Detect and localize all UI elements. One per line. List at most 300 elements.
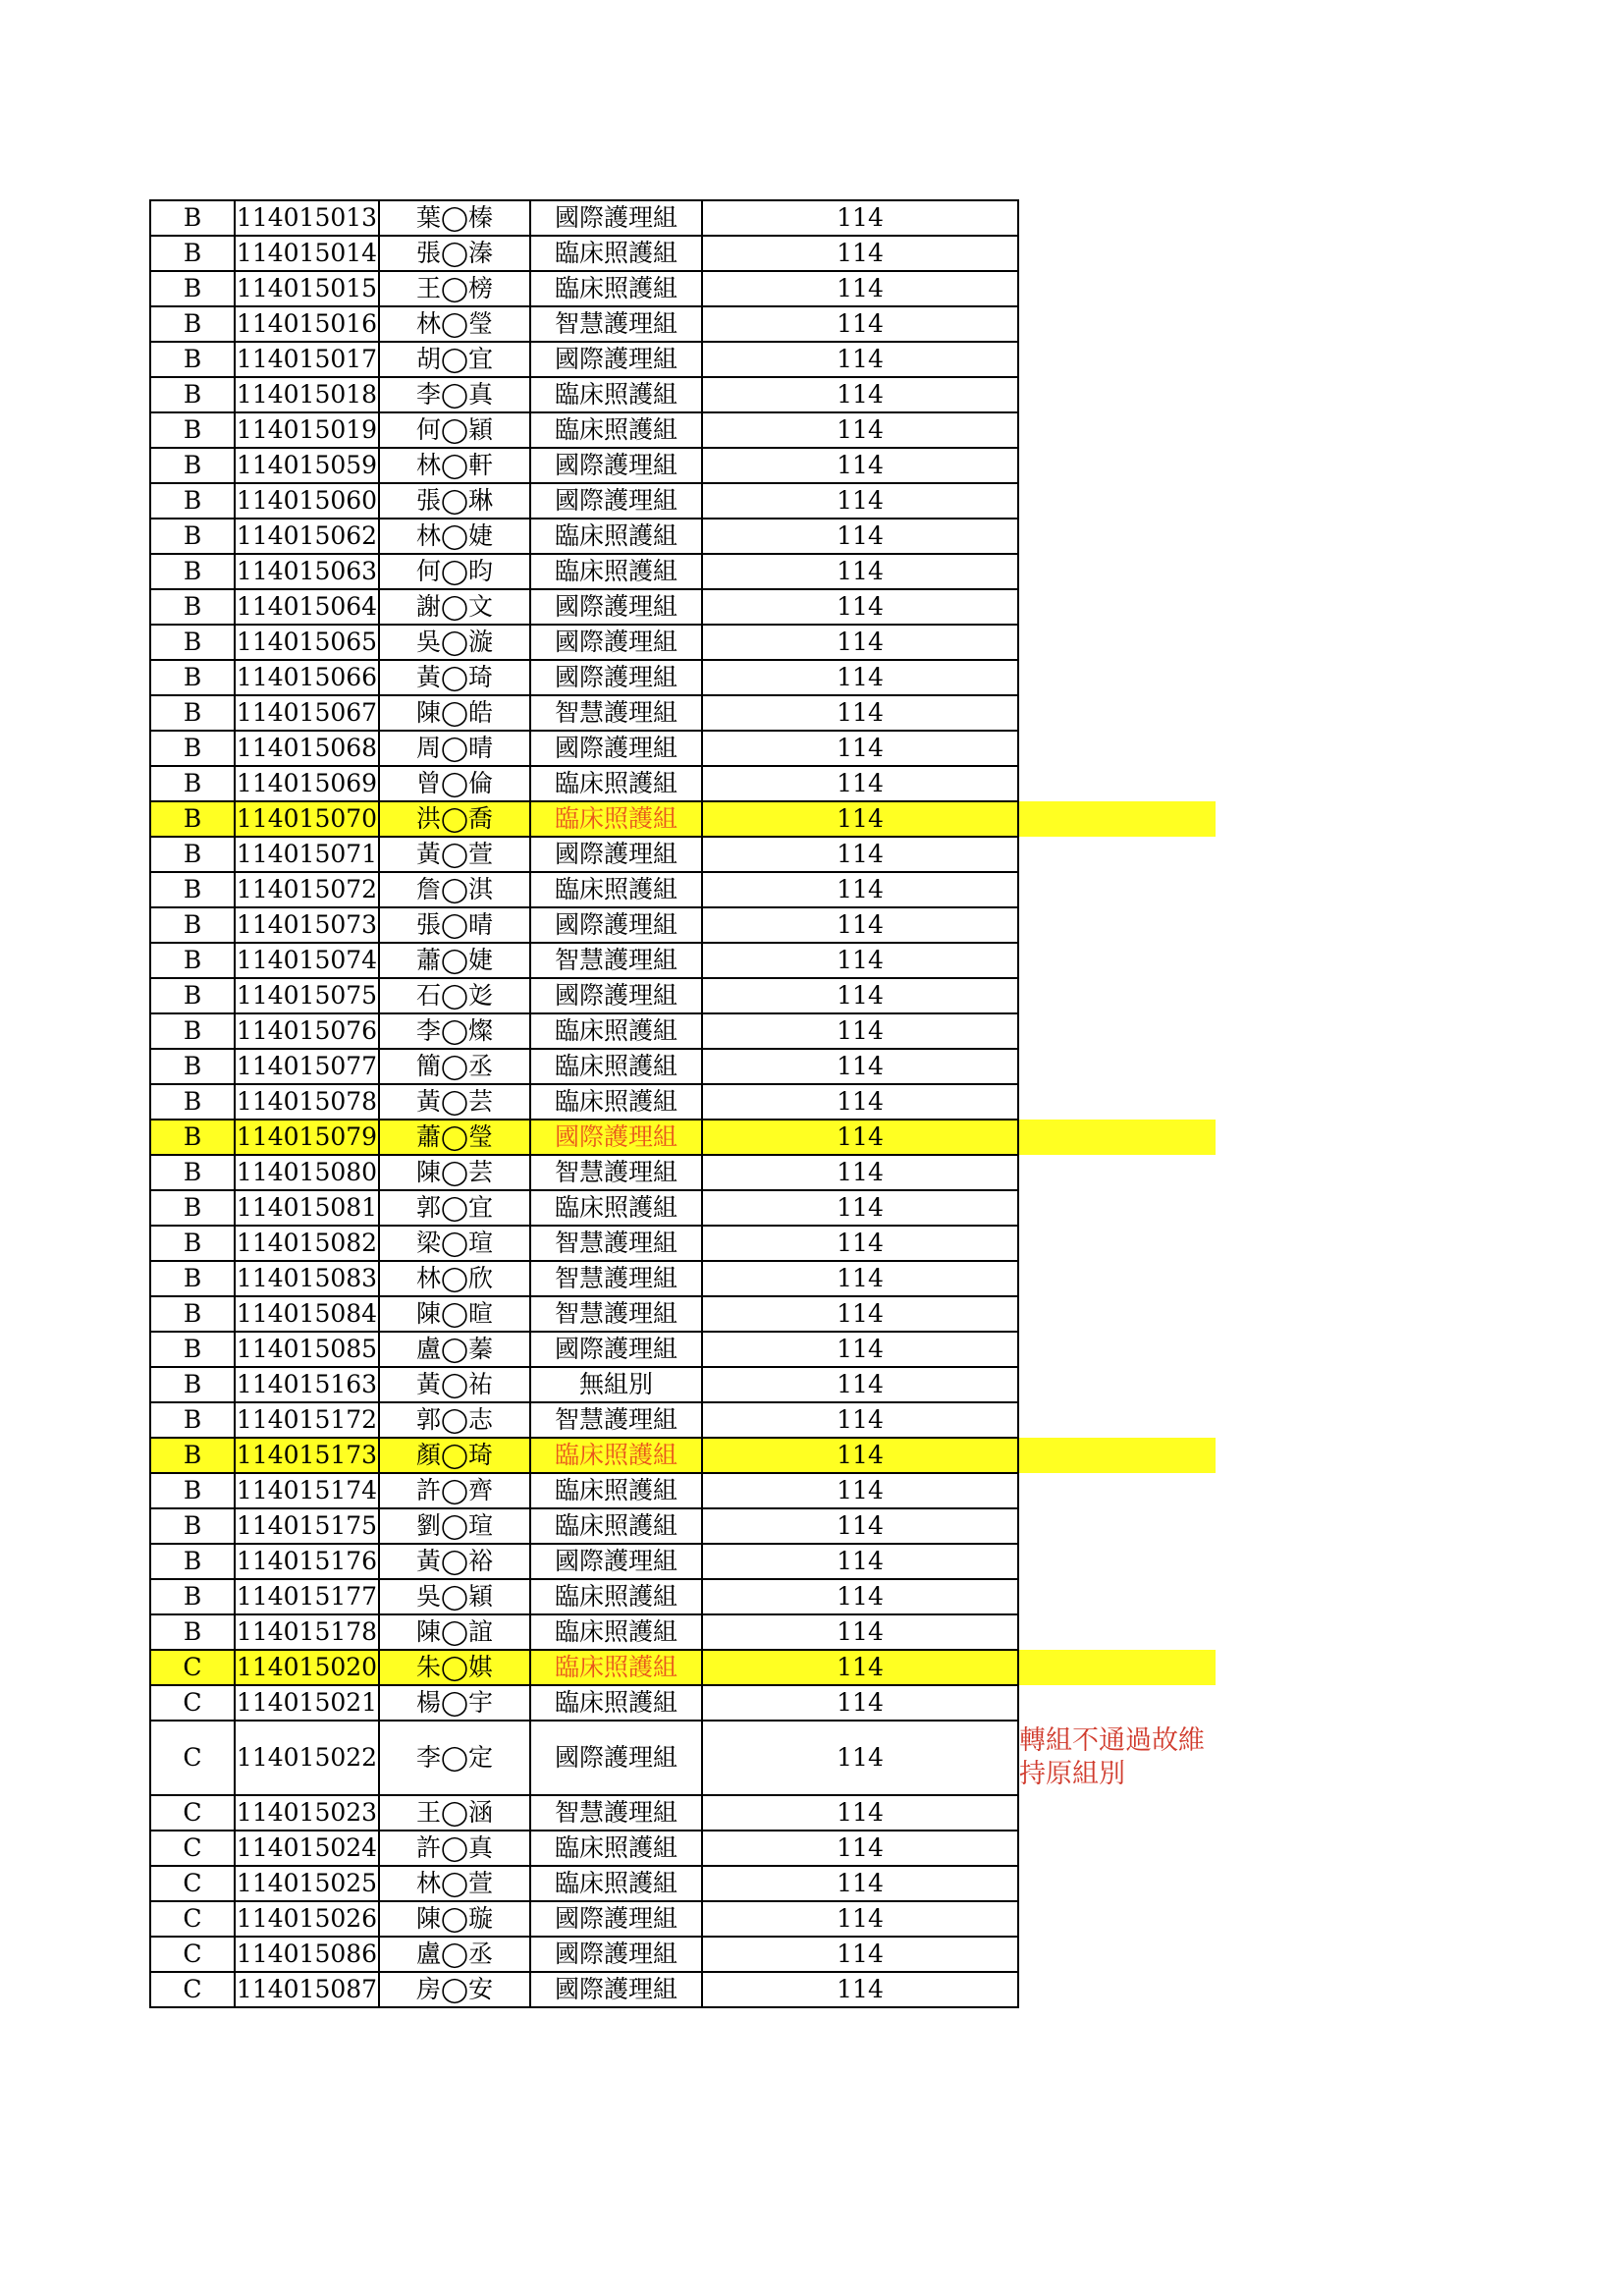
student-name-cell: 劉◯瑄 [379,1508,530,1544]
note-cell [1018,1367,1217,1402]
year-cell: 114 [702,1402,1018,1438]
year-cell: 114 [702,1579,1018,1614]
note-cell [1018,837,1217,872]
roster-sheet [149,199,1218,2008]
table-row [150,625,1217,660]
table-row [150,1049,1217,1084]
student-id-cell: 114015017 [235,342,379,377]
student-id-cell: 114015066 [235,660,379,695]
roster-body [150,200,1217,2007]
student-name-cell: 何◯穎 [379,412,530,448]
note-cell [1018,1049,1217,1084]
student-id-cell: 114015175 [235,1508,379,1544]
table-row [150,1831,1217,1866]
class-cell: C [150,1866,235,1901]
note-cell [1018,1685,1217,1721]
table-row [150,1508,1217,1544]
note-cell [1018,1972,1217,2007]
note-cell [1018,1226,1217,1261]
student-name-cell: 林◯婕 [379,519,530,554]
student-id-cell: 114015019 [235,412,379,448]
year-cell: 114 [702,1972,1018,2007]
class-cell: B [150,412,235,448]
year-cell: 114 [702,306,1018,342]
year-cell: 114 [702,1226,1018,1261]
note-cell [1018,943,1217,978]
class-cell: B [150,1049,235,1084]
student-name-cell: 盧◯蓁 [379,1332,530,1367]
table-row [150,306,1217,342]
student-id-cell: 114015173 [235,1438,379,1473]
table-row-highlighted [150,1650,1217,1685]
note-cell [1018,1579,1217,1614]
class-cell: B [150,1190,235,1226]
note-cell [1018,306,1217,342]
student-id-cell: 114015067 [235,695,379,731]
note-cell [1018,342,1217,377]
group-cell: 臨床照護組 [530,1614,702,1650]
year-cell: 114 [702,907,1018,943]
student-id-cell: 114015174 [235,1473,379,1508]
class-cell: B [150,1332,235,1367]
note-cell [1018,271,1217,306]
note-cell [1018,1795,1217,1831]
year-cell: 114 [702,412,1018,448]
year-cell: 114 [702,801,1018,837]
table-row [150,1226,1217,1261]
year-cell: 114 [702,660,1018,695]
table-row [150,519,1217,554]
group-cell: 智慧護理組 [530,1226,702,1261]
group-cell: 臨床照護組 [530,554,702,589]
table-row [150,943,1217,978]
student-name-cell: 林◯欣 [379,1261,530,1296]
student-name-cell: 陳◯皓 [379,695,530,731]
year-cell: 114 [702,872,1018,907]
year-cell: 114 [702,1084,1018,1120]
group-cell: 臨床照護組 [530,271,702,306]
group-cell: 智慧護理組 [530,695,702,731]
class-cell: B [150,236,235,271]
student-id-cell: 114015083 [235,1261,379,1296]
student-name-cell: 曾◯倫 [379,766,530,801]
group-cell: 臨床照護組 [530,1650,702,1685]
class-cell: B [150,589,235,625]
note-cell [1018,1155,1217,1190]
table-row [150,1544,1217,1579]
note-cell: 轉組不通過故維持原組別 [1019,1725,1205,1789]
table-row [150,660,1217,695]
year-cell: 114 [702,1795,1018,1831]
student-id-cell: 114015163 [235,1367,379,1402]
table-row [150,200,1217,236]
year-cell: 114 [702,1438,1018,1473]
note-cell [1018,377,1217,412]
note-cell [1018,978,1217,1013]
table-row [150,1721,1217,1795]
student-name-cell: 張◯琳 [379,483,530,519]
student-id-cell: 114015084 [235,1296,379,1332]
group-cell: 臨床照護組 [530,1579,702,1614]
group-cell: 國際護理組 [530,1332,702,1367]
table-row [150,554,1217,589]
class-cell: B [150,377,235,412]
year-cell: 114 [702,1120,1018,1155]
group-cell: 智慧護理組 [530,1402,702,1438]
group-cell: 智慧護理組 [530,1155,702,1190]
class-cell: C [150,1831,235,1866]
note-cell [1018,660,1217,695]
student-id-cell: 114015087 [235,1972,379,2007]
table-row [150,1579,1217,1614]
note-cell [1018,589,1217,625]
class-cell: B [150,200,235,236]
year-cell: 114 [702,519,1018,554]
group-cell: 智慧護理組 [530,306,702,342]
student-id-cell: 114015075 [235,978,379,1013]
year-cell: 114 [702,766,1018,801]
year-cell: 114 [702,236,1018,271]
note-cell [1018,412,1217,448]
group-cell: 臨床照護組 [530,872,702,907]
note-cell [1018,695,1217,731]
student-id-cell: 114015026 [235,1901,379,1937]
group-cell: 國際護理組 [530,660,702,695]
group-cell: 臨床照護組 [530,1084,702,1120]
table-row-highlighted [150,801,1217,837]
class-cell: B [150,306,235,342]
student-name-cell: 黃◯祐 [379,1367,530,1402]
student-name-cell: 朱◯娸 [379,1650,530,1685]
table-row [150,448,1217,483]
note-cell [1018,1402,1217,1438]
student-name-cell: 簡◯丞 [379,1049,530,1084]
year-cell: 114 [702,1685,1018,1721]
class-cell: B [150,978,235,1013]
student-name-cell: 黃◯裕 [379,1544,530,1579]
note-cell [1018,1901,1217,1937]
student-id-cell: 114015076 [235,1013,379,1049]
student-name-cell: 黃◯芸 [379,1084,530,1120]
student-name-cell: 梁◯瑄 [379,1226,530,1261]
group-cell: 臨床照護組 [530,1190,702,1226]
student-name-cell: 蕭◯瑩 [379,1120,530,1155]
note-cell [1018,625,1217,660]
note-cell [1018,731,1217,766]
class-cell: B [150,483,235,519]
student-name-cell: 蕭◯婕 [379,943,530,978]
table-row [150,342,1217,377]
student-name-cell: 李◯真 [379,377,530,412]
student-name-cell: 許◯齊 [379,1473,530,1508]
table-row-highlighted [150,1120,1217,1155]
class-cell: B [150,1296,235,1332]
year-cell: 114 [702,1937,1018,1972]
student-name-cell: 林◯萱 [379,1866,530,1901]
year-cell: 114 [702,837,1018,872]
group-cell: 國際護理組 [530,200,702,236]
note-cell [1018,483,1217,519]
student-id-cell: 114015177 [235,1579,379,1614]
class-cell: B [150,695,235,731]
student-name-cell: 吳◯穎 [379,1579,530,1614]
note-cell [1018,907,1217,943]
group-cell: 臨床照護組 [530,766,702,801]
class-cell: B [150,519,235,554]
student-id-cell: 114015069 [235,766,379,801]
student-name-cell: 顏◯琦 [379,1438,530,1473]
group-cell: 國際護理組 [530,1120,702,1155]
table-row [150,1901,1217,1937]
student-name-cell: 王◯涵 [379,1795,530,1831]
group-cell: 臨床照護組 [530,1049,702,1084]
note-cell [1018,1866,1217,1901]
student-name-cell: 楊◯宇 [379,1685,530,1721]
class-cell: B [150,1438,235,1473]
student-name-cell: 石◯彣 [379,978,530,1013]
student-id-cell: 114015079 [235,1120,379,1155]
group-cell: 國際護理組 [530,625,702,660]
year-cell: 114 [702,1831,1018,1866]
class-cell: B [150,1226,235,1261]
table-row [150,766,1217,801]
table-row [150,1190,1217,1226]
group-cell: 臨床照護組 [530,1013,702,1049]
note-cell [1018,519,1217,554]
class-cell: B [150,943,235,978]
student-id-cell: 114015020 [235,1650,379,1685]
year-cell: 114 [702,1367,1018,1402]
student-id-cell: 114015078 [235,1084,379,1120]
note-cell [1018,554,1217,589]
group-cell: 國際護理組 [530,483,702,519]
note-cell [1018,1261,1217,1296]
year-cell: 114 [702,625,1018,660]
student-id-cell: 114015018 [235,377,379,412]
group-cell: 臨床照護組 [530,1508,702,1544]
class-cell: B [150,448,235,483]
note-cell [1018,1084,1217,1120]
note-cell [1018,1120,1217,1155]
student-name-cell: 張◯溱 [379,236,530,271]
note-cell [1018,1544,1217,1579]
class-cell: B [150,1120,235,1155]
class-cell: B [150,342,235,377]
note-cell [1018,1438,1217,1473]
class-cell: C [150,1937,235,1972]
student-id-cell: 114015073 [235,907,379,943]
table-row [150,589,1217,625]
group-cell: 智慧護理組 [530,1296,702,1332]
group-cell: 國際護理組 [530,1972,702,2007]
student-name-cell: 葉◯榛 [379,200,530,236]
class-cell: C [150,1721,235,1795]
student-id-cell: 114015023 [235,1795,379,1831]
student-id-cell: 114015015 [235,271,379,306]
class-cell: B [150,1579,235,1614]
student-id-cell: 114015024 [235,1831,379,1866]
year-cell: 114 [702,589,1018,625]
student-name-cell: 陳◯芸 [379,1155,530,1190]
student-name-cell: 黃◯萱 [379,837,530,872]
student-name-cell: 陳◯璇 [379,1901,530,1937]
student-id-cell: 114015178 [235,1614,379,1650]
note-cell [1018,1190,1217,1226]
year-cell: 114 [702,1332,1018,1367]
class-cell: B [150,766,235,801]
student-name-cell: 林◯瑩 [379,306,530,342]
table-row [150,412,1217,448]
student-id-cell: 114015021 [235,1685,379,1721]
note-cell [1018,872,1217,907]
table-row [150,1332,1217,1367]
class-cell: B [150,660,235,695]
year-cell: 114 [702,483,1018,519]
group-cell: 臨床照護組 [530,1473,702,1508]
class-cell: B [150,837,235,872]
group-cell: 臨床照護組 [530,412,702,448]
student-name-cell: 陳◯暄 [379,1296,530,1332]
class-cell: B [150,1013,235,1049]
class-cell: B [150,554,235,589]
student-id-cell: 114015071 [235,837,379,872]
student-name-cell: 吳◯漩 [379,625,530,660]
student-name-cell: 謝◯文 [379,589,530,625]
student-id-cell: 114015080 [235,1155,379,1190]
class-cell: B [150,907,235,943]
table-row [150,1473,1217,1508]
student-name-cell: 李◯定 [379,1721,530,1795]
student-id-cell: 114015068 [235,731,379,766]
year-cell: 114 [702,1296,1018,1332]
student-id-cell: 114015014 [235,236,379,271]
group-cell: 國際護理組 [530,1721,702,1795]
student-name-cell: 王◯榜 [379,271,530,306]
note-cell [1018,1831,1217,1866]
year-cell: 114 [702,271,1018,306]
note-cell [1018,236,1217,271]
class-cell: B [150,1402,235,1438]
year-cell: 114 [702,1544,1018,1579]
year-cell: 114 [702,1650,1018,1685]
student-name-cell: 郭◯宜 [379,1190,530,1226]
note-cell [1018,1013,1217,1049]
group-cell: 國際護理組 [530,589,702,625]
student-id-cell: 114015176 [235,1544,379,1579]
table-row [150,1261,1217,1296]
note-cell [1018,200,1217,236]
table-row [150,978,1217,1013]
table-row [150,483,1217,519]
note-cell [1018,1614,1217,1650]
note-cell [1018,448,1217,483]
year-cell: 114 [702,943,1018,978]
student-name-cell: 許◯真 [379,1831,530,1866]
year-cell: 114 [702,1866,1018,1901]
year-cell: 114 [702,554,1018,589]
group-cell: 無組別 [530,1367,702,1402]
student-name-cell: 黃◯琦 [379,660,530,695]
group-cell: 臨床照護組 [530,519,702,554]
year-cell: 114 [702,1614,1018,1650]
student-id-cell: 114015062 [235,519,379,554]
class-cell: C [150,1972,235,2007]
year-cell: 114 [702,1013,1018,1049]
table-row [150,1402,1217,1438]
table-row [150,1685,1217,1721]
student-id-cell: 114015060 [235,483,379,519]
student-id-cell: 114015064 [235,589,379,625]
year-cell: 114 [702,448,1018,483]
student-id-cell: 114015172 [235,1402,379,1438]
table-row-highlighted [150,1438,1217,1473]
student-id-cell: 114015072 [235,872,379,907]
student-id-cell: 114015085 [235,1332,379,1367]
note-cell [1018,1937,1217,1972]
year-cell: 114 [702,1721,1018,1795]
student-name-cell: 張◯晴 [379,907,530,943]
class-cell: C [150,1795,235,1831]
class-cell: B [150,1261,235,1296]
year-cell: 114 [702,1155,1018,1190]
table-row [150,1866,1217,1901]
student-id-cell: 114015077 [235,1049,379,1084]
group-cell: 國際護理組 [530,1937,702,1972]
class-cell: C [150,1901,235,1937]
class-cell: C [150,1685,235,1721]
class-cell: B [150,271,235,306]
year-cell: 114 [702,1049,1018,1084]
year-cell: 114 [702,1901,1018,1937]
student-name-cell: 李◯燦 [379,1013,530,1049]
note-cell [1018,1508,1217,1544]
class-cell: B [150,801,235,837]
student-roster-table [149,199,1218,2008]
student-name-cell: 盧◯丞 [379,1937,530,1972]
class-cell: B [150,1367,235,1402]
note-cell [1018,766,1217,801]
table-row [150,907,1217,943]
year-cell: 114 [702,731,1018,766]
group-cell: 國際護理組 [530,837,702,872]
table-row [150,1013,1217,1049]
class-cell: B [150,1155,235,1190]
student-id-cell: 114015070 [235,801,379,837]
year-cell: 114 [702,1190,1018,1226]
table-row [150,377,1217,412]
year-cell: 114 [702,1261,1018,1296]
table-row [150,731,1217,766]
table-row [150,1367,1217,1402]
group-cell: 國際護理組 [530,448,702,483]
student-name-cell: 林◯軒 [379,448,530,483]
student-name-cell: 胡◯宜 [379,342,530,377]
year-cell: 114 [702,200,1018,236]
class-cell: B [150,731,235,766]
year-cell: 114 [702,1508,1018,1544]
student-name-cell: 周◯晴 [379,731,530,766]
note-cell [1018,1473,1217,1508]
table-row [150,1795,1217,1831]
student-name-cell: 詹◯淇 [379,872,530,907]
student-name-cell: 何◯昀 [379,554,530,589]
group-cell: 臨床照護組 [530,801,702,837]
year-cell: 114 [702,695,1018,731]
table-row [150,1296,1217,1332]
note-cell [1018,1650,1217,1685]
year-cell: 114 [702,978,1018,1013]
table-row [150,872,1217,907]
